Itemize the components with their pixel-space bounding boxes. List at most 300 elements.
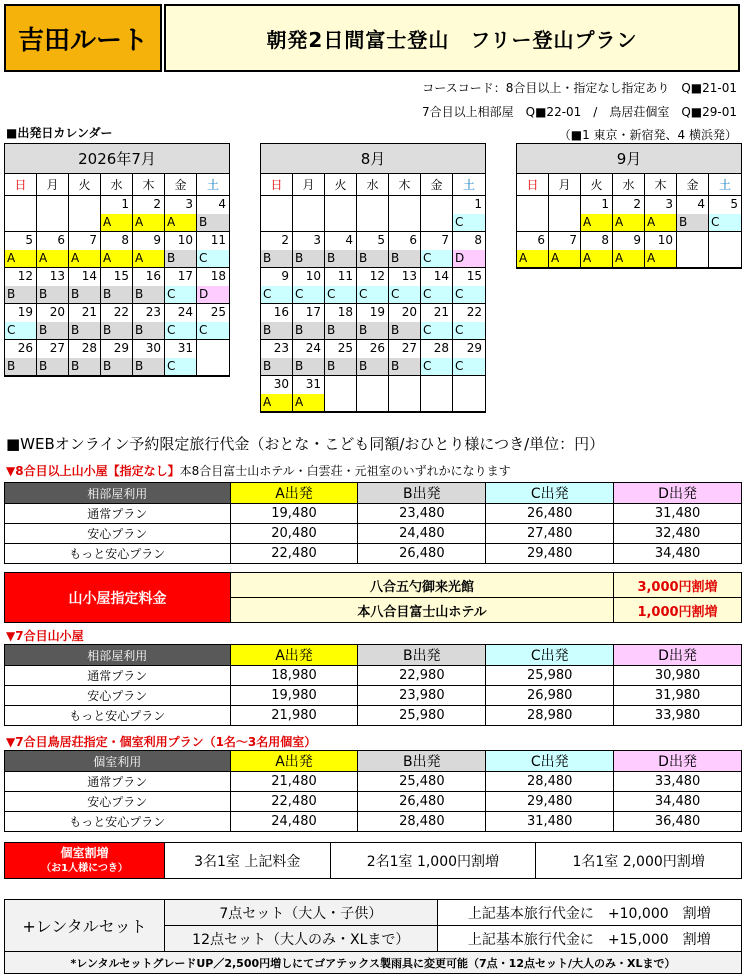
day-number: 11 xyxy=(210,233,226,247)
day-number: 9 xyxy=(281,269,289,283)
departure-code: C xyxy=(197,322,229,339)
departure-code: C xyxy=(325,286,356,303)
departure-code: B xyxy=(293,358,324,375)
departure-code: C xyxy=(5,322,36,339)
rental-price-7: 上記基本旅行代金に +10,000 割増 xyxy=(437,900,741,926)
calendar-july xyxy=(4,143,230,377)
day-number: 21 xyxy=(433,305,449,319)
calendar-day xyxy=(453,376,485,412)
day-number: 6 xyxy=(57,233,65,247)
departure-code: A xyxy=(581,214,612,231)
day-number: 18 xyxy=(337,305,353,319)
day-number: 2 xyxy=(633,197,641,211)
departure-column-header: B出発 xyxy=(358,483,486,504)
calendar-month-title: 8月 xyxy=(261,144,485,174)
departure-code: B xyxy=(133,358,164,375)
departure-code: B xyxy=(197,214,229,231)
departure-code: A xyxy=(101,250,132,267)
price-cell: 26,480 xyxy=(486,504,614,524)
calendar-day xyxy=(453,268,485,304)
calendar-day xyxy=(197,232,229,268)
weekday-label: 水 xyxy=(357,174,389,195)
calendar-day xyxy=(165,268,197,304)
day-number: 19 xyxy=(17,305,33,319)
departure-code: A xyxy=(645,214,676,231)
day-number: 29 xyxy=(466,341,482,355)
table-row xyxy=(5,792,742,812)
departure-code: A xyxy=(549,250,580,267)
day-number: 7 xyxy=(569,233,577,247)
price-cell: 26,480 xyxy=(358,792,486,812)
calendar-day xyxy=(677,196,709,232)
route-title: 吉田ルート xyxy=(4,4,162,72)
departure-code: B xyxy=(389,358,420,375)
departure-code: A xyxy=(133,250,164,267)
departure-code: C xyxy=(261,286,292,303)
calendar-day xyxy=(389,268,421,304)
departure-code: A xyxy=(581,250,612,267)
departure-code: B xyxy=(133,322,164,339)
calendar-day xyxy=(37,304,69,340)
weekday-label: 土 xyxy=(462,178,475,192)
departure-code: A xyxy=(261,394,292,411)
price-cell: 21,980 xyxy=(230,706,358,726)
calendar-day xyxy=(421,376,453,412)
weekday-label: 日 xyxy=(5,174,37,195)
calendar-day xyxy=(709,232,741,268)
departure-column-header: A出発 xyxy=(230,645,358,666)
day-number: 14 xyxy=(433,269,449,283)
day-number: 8 xyxy=(474,233,482,247)
calendar-day xyxy=(197,196,229,232)
room-surcharge-2pax: 2名1室 1,000円割増 xyxy=(330,843,536,879)
departure-code: C xyxy=(709,214,741,231)
calendar-day xyxy=(389,196,421,232)
calendar-august xyxy=(260,143,486,413)
calendar-day xyxy=(197,304,229,340)
calendar-day xyxy=(389,340,421,376)
departure-code: A xyxy=(293,394,324,411)
calendar-september xyxy=(516,143,742,269)
departure-code: B xyxy=(5,286,36,303)
table-row xyxy=(5,524,742,544)
room-surcharge-table xyxy=(4,842,742,879)
departure-column-header: A出発 xyxy=(230,483,358,504)
calendar-day xyxy=(293,340,325,376)
departure-code: C xyxy=(453,214,485,231)
day-number: 30 xyxy=(273,377,289,391)
day-number: 4 xyxy=(697,197,705,211)
price-cell: 30,980 xyxy=(614,666,742,686)
price-cell: 23,980 xyxy=(358,686,486,706)
calendar-day xyxy=(645,232,677,268)
departure-column-header: C出発 xyxy=(486,645,614,666)
day-number: 15 xyxy=(113,269,129,283)
day-number: 17 xyxy=(305,305,321,319)
weekday-label: 土 xyxy=(206,178,219,192)
calendar-day xyxy=(389,376,421,412)
calendar-day xyxy=(421,304,453,340)
price-cell: 25,480 xyxy=(358,772,486,792)
departure-code: C xyxy=(421,250,452,267)
calendar-day xyxy=(453,232,485,268)
calendar-day xyxy=(645,196,677,232)
departure-code: A xyxy=(165,214,196,231)
calendar-day xyxy=(421,340,453,376)
price-cell: 23,480 xyxy=(358,504,486,524)
calendar-day xyxy=(37,196,69,232)
plan-name: 通常プラン xyxy=(5,772,231,792)
section1-heading-wrap xyxy=(6,462,511,479)
departure-code: B xyxy=(357,358,388,375)
departure-column-header: D出発 xyxy=(614,483,742,504)
room-surcharge-3pax: 3名1室 上記料金 xyxy=(165,843,331,879)
departure-code: C xyxy=(421,358,452,375)
departure-code: A xyxy=(37,250,68,267)
departure-code: A xyxy=(613,214,644,231)
plan-name: もっと安心プラン xyxy=(5,706,231,726)
day-number: 2 xyxy=(281,233,289,247)
day-number: 27 xyxy=(49,341,65,355)
price-cell: 34,480 xyxy=(614,792,742,812)
plan-name: もっと安心プラン xyxy=(5,544,231,564)
calendar-day xyxy=(581,232,613,268)
calendar-day xyxy=(133,340,165,376)
day-number: 28 xyxy=(433,341,449,355)
calendar-day xyxy=(5,232,37,268)
calendar-day xyxy=(5,196,37,232)
day-number: 21 xyxy=(81,305,97,319)
plan-title: 朝発2日間富士登山 フリー登山プラン xyxy=(164,4,740,72)
day-number: 12 xyxy=(369,269,385,283)
departure-code: A xyxy=(645,250,676,267)
day-number: 20 xyxy=(49,305,65,319)
table-row xyxy=(5,772,742,792)
price-cell: 25,980 xyxy=(486,666,614,686)
calendar-day xyxy=(549,232,581,268)
weekday-label: 土 xyxy=(718,178,731,192)
calendar-day xyxy=(293,196,325,232)
departure-column-header: A出発 xyxy=(230,751,358,772)
weekday-header xyxy=(261,174,485,196)
calendar-day xyxy=(325,376,357,412)
day-number: 3 xyxy=(185,197,193,211)
calendar-day xyxy=(69,340,101,376)
day-number: 11 xyxy=(337,269,353,283)
price-cell: 33,980 xyxy=(614,706,742,726)
day-number: 30 xyxy=(145,341,161,355)
calendar-day xyxy=(517,196,549,232)
weekday-label: 金 xyxy=(165,174,197,195)
price-cell: 18,980 xyxy=(230,666,358,686)
departure-code: C xyxy=(453,286,485,303)
calendar-day xyxy=(293,232,325,268)
departure-code: A xyxy=(69,250,100,267)
day-number: 9 xyxy=(153,233,161,247)
departure-column-header: D出発 xyxy=(614,645,742,666)
day-number: 24 xyxy=(305,341,321,355)
departure-code: B xyxy=(389,250,420,267)
day-number: 16 xyxy=(273,305,289,319)
room-surcharge-label xyxy=(5,843,165,879)
table-row xyxy=(5,504,742,524)
plan-name: 安心プラン xyxy=(5,792,231,812)
price-cell: 28,480 xyxy=(358,812,486,832)
calendar-day xyxy=(389,232,421,268)
weekday-label: 木 xyxy=(389,174,421,195)
calendar-day xyxy=(69,304,101,340)
day-number: 9 xyxy=(633,233,641,247)
day-number: 1 xyxy=(601,197,609,211)
day-number: 10 xyxy=(177,233,193,247)
day-number: 28 xyxy=(81,341,97,355)
price-cell: 33,480 xyxy=(614,772,742,792)
day-number: 14 xyxy=(81,269,97,283)
rental-footnote: *レンタルセットグレードUP／2,500円増しにてゴアテックス製雨具に変更可能（7点・12点セット/大人のみ・XLまで） xyxy=(5,952,742,974)
day-number: 4 xyxy=(218,197,226,211)
departure-code: B xyxy=(101,286,132,303)
weekday-label: 金 xyxy=(677,174,709,195)
departure-code: B xyxy=(133,286,164,303)
weekday-label: 水 xyxy=(101,174,133,195)
fare-table-8th-station xyxy=(4,482,742,564)
departure-code: B xyxy=(5,358,36,375)
calendar-month-title: 2026年7月 xyxy=(5,144,229,174)
departure-code: B xyxy=(261,250,292,267)
departure-code: C xyxy=(357,286,388,303)
calendar-day xyxy=(261,232,293,268)
price-cell: 25,980 xyxy=(358,706,486,726)
departure-code: A xyxy=(5,250,36,267)
price-cell: 22,980 xyxy=(358,666,486,686)
calendar-day xyxy=(101,304,133,340)
day-number: 6 xyxy=(409,233,417,247)
price-cell: 34,480 xyxy=(614,544,742,564)
calendar-day xyxy=(101,340,133,376)
calendar-day xyxy=(5,268,37,304)
price-cell: 36,480 xyxy=(614,812,742,832)
departure-code: C xyxy=(453,322,485,339)
day-number: 3 xyxy=(665,197,673,211)
weekday-label: 月 xyxy=(549,174,581,195)
price-cell: 31,980 xyxy=(614,686,742,706)
day-number: 20 xyxy=(401,305,417,319)
calendar-day xyxy=(101,196,133,232)
calendar-day xyxy=(677,232,709,268)
price-cell: 28,980 xyxy=(486,706,614,726)
day-number: 2 xyxy=(153,197,161,211)
table-row xyxy=(5,666,742,686)
calendar-day xyxy=(261,376,293,412)
day-number: 25 xyxy=(210,305,226,319)
calendar-day xyxy=(101,232,133,268)
day-number: 8 xyxy=(601,233,609,247)
departure-code: B xyxy=(325,322,356,339)
table-row xyxy=(5,812,742,832)
rental-table xyxy=(4,899,742,974)
calendar-day xyxy=(133,232,165,268)
departure-code: B xyxy=(37,322,68,339)
calendar-day xyxy=(357,376,389,412)
departure-column-header: C出発 xyxy=(486,751,614,772)
weekday-label: 木 xyxy=(133,174,165,195)
section1-heading: ▼8合目以上山小屋【指定なし】 xyxy=(6,464,180,478)
weekday-header xyxy=(5,174,229,196)
room-surcharge-label-main: 個室割増 xyxy=(60,845,109,860)
calendar-day xyxy=(325,268,357,304)
calendar-day xyxy=(5,340,37,376)
weekday-label: 金 xyxy=(421,174,453,195)
day-number: 1 xyxy=(474,197,482,211)
departure-code: B xyxy=(37,286,68,303)
calendar-day xyxy=(69,232,101,268)
departure-code: B xyxy=(293,322,324,339)
calendar-day xyxy=(37,268,69,304)
day-number: 5 xyxy=(377,233,385,247)
departure-code: B xyxy=(325,358,356,375)
weekday-label: 日 xyxy=(261,174,293,195)
weekday-label: 水 xyxy=(613,174,645,195)
plan-name: 安心プラン xyxy=(5,524,231,544)
day-number: 18 xyxy=(210,269,226,283)
calendar-day xyxy=(517,232,549,268)
calendar-day xyxy=(133,268,165,304)
calendar-day xyxy=(293,268,325,304)
day-number: 15 xyxy=(466,269,482,283)
calendar-day xyxy=(357,304,389,340)
departure-code: B xyxy=(101,322,132,339)
departure-code: C xyxy=(165,286,196,303)
calendar-day xyxy=(37,232,69,268)
hut-fee-name-1: 八合五勺御来光館 xyxy=(231,573,614,598)
day-number: 23 xyxy=(273,341,289,355)
calendar-day xyxy=(133,196,165,232)
departure-code: B xyxy=(325,250,356,267)
price-cell: 26,980 xyxy=(486,686,614,706)
price-cell: 19,980 xyxy=(230,686,358,706)
room-type-header: 相部屋利用 xyxy=(5,645,231,666)
departure-code: B xyxy=(165,250,196,267)
price-cell: 21,480 xyxy=(230,772,358,792)
calendar-day xyxy=(325,340,357,376)
day-number: 5 xyxy=(730,197,738,211)
course-code-line1: コースコード：8合目以上・指定なし指定あり Q■21-01 xyxy=(422,81,737,95)
day-number: 31 xyxy=(305,377,321,391)
day-number: 6 xyxy=(537,233,545,247)
day-number: 4 xyxy=(345,233,353,247)
plan-name: もっと安心プラン xyxy=(5,812,231,832)
calendar-day xyxy=(37,340,69,376)
course-code-line3: （■1 東京・新宿発、4 横浜発） xyxy=(558,128,737,142)
calendar-day xyxy=(421,268,453,304)
hut-fee-amount-2: 1,000円割増 xyxy=(614,598,742,623)
departure-code: C xyxy=(389,286,420,303)
price-cell: 24,480 xyxy=(358,524,486,544)
fare-table-7th-station xyxy=(4,644,742,726)
price-cell: 31,480 xyxy=(486,812,614,832)
price-cell: 19,480 xyxy=(230,504,358,524)
departure-code: C xyxy=(421,286,452,303)
departure-code: B xyxy=(69,358,100,375)
departure-code: C xyxy=(293,286,324,303)
departure-code: C xyxy=(197,250,229,267)
room-surcharge-1pax: 1名1室 2,000円割増 xyxy=(536,843,742,879)
calendar-day xyxy=(357,268,389,304)
weekday-label: 火 xyxy=(581,174,613,195)
hut-fee-table xyxy=(4,572,742,623)
plan-name: 通常プラン xyxy=(5,504,231,524)
calendar-day xyxy=(357,196,389,232)
calendar-day xyxy=(197,340,229,376)
price-cell: 22,480 xyxy=(230,792,358,812)
section1-note: 本8合目富士山ホテル・白雲荘・元祖室のいずれかになります xyxy=(179,464,511,478)
departure-code: B xyxy=(37,358,68,375)
departure-code: C xyxy=(165,358,196,375)
weekday-label: 火 xyxy=(325,174,357,195)
departure-code: C xyxy=(421,322,452,339)
calendar-month-title: 9月 xyxy=(517,144,741,174)
calendar-day xyxy=(613,232,645,268)
day-number: 13 xyxy=(401,269,417,283)
calendar-day xyxy=(261,196,293,232)
calendar-day xyxy=(325,232,357,268)
day-number: 26 xyxy=(17,341,33,355)
calendar-day xyxy=(165,196,197,232)
rental-price-12: 上記基本旅行代金に +15,000 割増 xyxy=(437,926,741,952)
price-cell: 32,480 xyxy=(614,524,742,544)
calendar-day xyxy=(581,196,613,232)
calendar-day xyxy=(197,268,229,304)
day-number: 8 xyxy=(121,233,129,247)
day-number: 23 xyxy=(145,305,161,319)
weekday-label: 木 xyxy=(645,174,677,195)
departure-code: B xyxy=(69,322,100,339)
calendar-day xyxy=(261,340,293,376)
calendar-day xyxy=(325,304,357,340)
day-number: 22 xyxy=(113,305,129,319)
calendar-day xyxy=(453,304,485,340)
day-number: 29 xyxy=(113,341,129,355)
departure-column-header: D出発 xyxy=(614,751,742,772)
calendar-day xyxy=(165,304,197,340)
table-row xyxy=(5,544,742,564)
day-number: 24 xyxy=(177,305,193,319)
calendar-day xyxy=(165,232,197,268)
calendar-day xyxy=(261,268,293,304)
calendar-day xyxy=(549,196,581,232)
hut-fee-label: 山小屋指定料金 xyxy=(5,573,231,623)
departure-code: A xyxy=(133,214,164,231)
day-number: 13 xyxy=(49,269,65,283)
room-surcharge-label-sub: （お1人様につき） xyxy=(41,862,128,874)
calendar-day xyxy=(613,196,645,232)
calendar-day xyxy=(325,196,357,232)
calendar-day xyxy=(709,196,741,232)
room-type-header: 個室利用 xyxy=(5,751,231,772)
departure-code: A xyxy=(101,214,132,231)
section2-heading: ▼7合目山小屋 xyxy=(6,629,84,643)
price-cell: 20,480 xyxy=(230,524,358,544)
price-cell: 26,480 xyxy=(358,544,486,564)
table-row xyxy=(5,686,742,706)
price-cell: 31,480 xyxy=(614,504,742,524)
weekday-label: 日 xyxy=(517,174,549,195)
price-cell: 29,480 xyxy=(486,544,614,564)
departure-column-header: C出発 xyxy=(486,483,614,504)
weekday-header xyxy=(517,174,741,196)
calendar-heading: ■出発日カレンダー xyxy=(6,126,113,140)
day-number: 5 xyxy=(25,233,33,247)
